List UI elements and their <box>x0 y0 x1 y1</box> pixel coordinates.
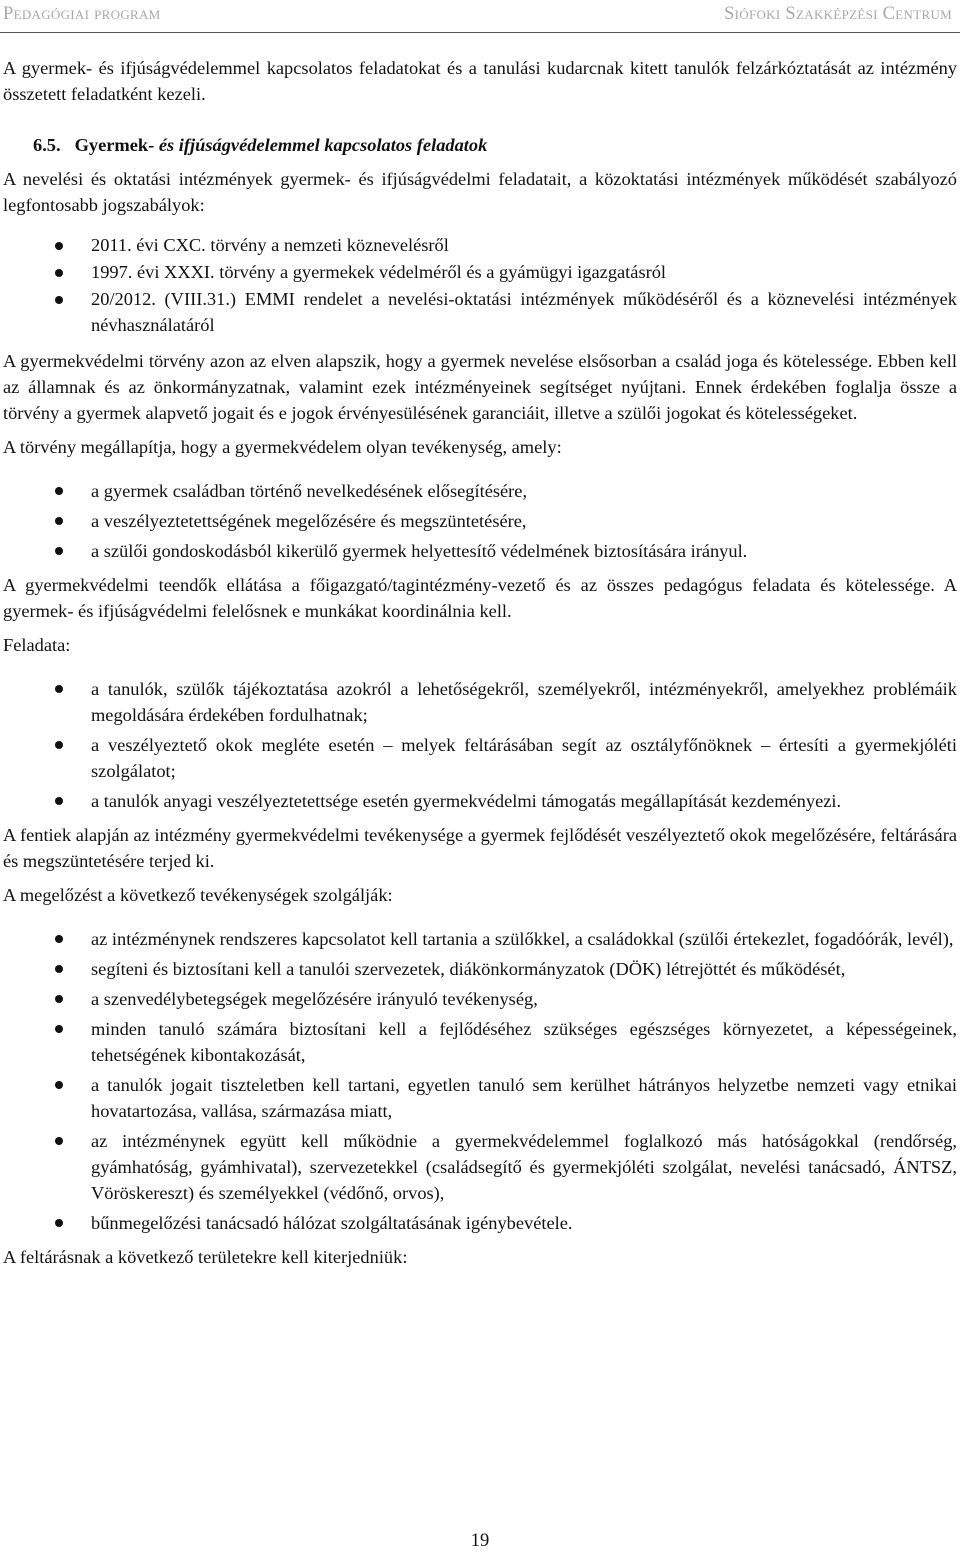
bullet-icon <box>55 296 63 304</box>
exploration-intro-paragraph: A feltárásnak a következő területekre kell kiterjedniük: <box>3 1247 408 1267</box>
list-item <box>3 788 957 814</box>
bullet-icon <box>55 1137 63 1145</box>
list-item <box>3 1128 957 1206</box>
law-defines-paragraph: A törvény megállapítja, hogy a gyermekvédelem olyan tevékenység, amely: <box>3 437 562 457</box>
task-text: a tanulók, szülők tájékoztatása azokról a lehetőségekről, személyekről, intézményekről, amelyekhez problémáik megoldására érdekében fordulhatnak; <box>91 679 957 725</box>
activity-text: a gyermek családban történő nevelkedésének elősegítésére, <box>91 481 528 501</box>
list-item <box>3 676 957 728</box>
prevention-text: bűnmegelőzési tanácsadó hálózat szolgáltatásának igénybevétele. <box>91 1213 573 1233</box>
activity-list <box>3 478 957 564</box>
bullet-icon <box>55 1025 63 1033</box>
list-item <box>3 956 957 982</box>
principle-paragraph: A gyermekvédelmi törvény azon az elven alapszik, hogy a gyermek nevelése elsősorban a család joga és kötelessége. Ebben kell az államnak és az önkormányzatnak, valamint ezek intézményeinek segítséget nyújtani. Ennek érdekében foglalja össze a törvény a gyermek alapvető jogait és e jogok érvényesülésének garanciáit, illetve a szülői jogokat és kötelességeket. <box>3 351 957 423</box>
prevention-text: az intézménynek együtt kell működnie a gyermekvédelemmel foglalkozó más hatóságokkal (rendőrség, gyámhatóság, gyámhivatal), szervezetekkel (családsegítő és gyermekjóléti szolgálat, nevelési tanácsadó, ÁNTSZ, Vöröskereszt) és személyekkel (védőnő, orvos), <box>91 1131 957 1203</box>
activity-text: a veszélyeztetettségének megelőzésére és megszüntetésére, <box>91 511 527 531</box>
list-item <box>3 1016 957 1068</box>
bullet-icon <box>55 965 63 973</box>
law-text: 20/2012. (VIII.31.) EMMI rendelet a nevelési-oktatási intézmények működéséről és a köznevelési intézmények névhasználatáról <box>91 289 957 335</box>
list-item <box>3 478 957 504</box>
list-item <box>3 986 957 1012</box>
document-body <box>3 55 957 1270</box>
section-title-italic: és ifjúságvédelemmel kapcsolatos feladatok <box>158 135 488 155</box>
task-text: a veszélyeztető okok megléte esetén – melyek feltárásában segít az osztályfőnöknek – értesíti a gyermekjóléti szolgálatot; <box>91 735 957 781</box>
prevention-intro-paragraph: A megelőzést a következő tevékenységek szolgálják: <box>3 885 393 905</box>
page-number: 19 <box>470 1531 490 1551</box>
header-divider <box>0 32 960 33</box>
list-item <box>3 1072 957 1124</box>
prevention-text: segíteni és biztosítani kell a tanulói szervezetek, diákönkormányzatok (DÖK) létrejöttét és működését, <box>91 959 846 979</box>
bullet-icon <box>55 487 63 495</box>
law-text: 2011. évi CXC. törvény a nemzeti köznevelésről <box>91 235 449 255</box>
intro-paragraph: A gyermek- és ifjúságvédelemmel kapcsolatos feladatokat és a tanulási kudarcnak kitett tanulók felzárkóztatását az intézmény összetett feladatként kezeli. <box>3 58 957 104</box>
bullet-icon <box>55 547 63 555</box>
list-item <box>3 732 957 784</box>
task-label: Feladata: <box>3 635 71 655</box>
list-item <box>3 1210 957 1236</box>
prevention-text: minden tanuló számára biztosítani kell a fejlődéséhez szükséges egészséges környezetet, a képességeinek, tehetségének kibontakozását, <box>91 1019 957 1065</box>
laws-list <box>3 232 957 338</box>
page-header <box>0 0 960 34</box>
bullet-icon <box>55 797 63 805</box>
section-title-bold: Gyermek- <box>74 135 155 155</box>
list-item <box>3 538 957 564</box>
bullet-icon <box>55 685 63 693</box>
prevention-list <box>3 926 957 1236</box>
list-item <box>3 508 957 534</box>
section-heading <box>3 132 957 158</box>
header-left-title: Pedagógiai program <box>3 4 161 24</box>
bullet-icon <box>55 741 63 749</box>
task-text: a tanulók anyagi veszélyeztetettsége esetén gyermekvédelmi támogatás megállapítását kezdeményezi. <box>91 791 842 811</box>
prevention-text: a tanulók jogait tiszteletben kell tartani, egyetlen tanuló sem kerülhet hátrányos helyzetbe nemzeti vagy etnikai hovatartozása, vallása, származása miatt, <box>91 1075 957 1121</box>
laws-intro-paragraph: A nevelési és oktatási intézmények gyermek- és ifjúságvédelmi feladatait, a közoktatási intézmények működését szabályozó legfontosabb jogszabályok: <box>3 169 957 215</box>
bullet-icon <box>55 242 63 250</box>
bullet-icon <box>55 1219 63 1227</box>
bullet-icon <box>55 1081 63 1089</box>
activity-text: a szülői gondoskodásból kikerülő gyermek helyettesítő védelmének biztosítására irányul. <box>91 541 748 561</box>
list-item <box>3 926 957 952</box>
bullet-icon <box>55 935 63 943</box>
bullet-icon <box>55 995 63 1003</box>
header-right-title: Siófoki Szakképzési Centrum <box>724 4 952 24</box>
law-text: 1997. évi XXXI. törvény a gyermekek védelméről és a gyámügyi igazgatásról <box>91 262 667 282</box>
list-item <box>3 259 957 286</box>
list-item <box>3 232 957 259</box>
bullet-icon <box>55 269 63 277</box>
tasks-list <box>3 676 957 814</box>
bullet-icon <box>55 517 63 525</box>
prevention-text: az intézménynek rendszeres kapcsolatot kell tartania a szülőkkel, a családokkal (szülői értekezlet, fogadóórák, levél), <box>91 929 954 949</box>
duties-paragraph: A gyermekvédelmi teendők ellátása a főigazgató/tagintézmény-vezető és az összes pedagógus feladata és kötelessége. A gyermek- és ifjúságvédelmi felelősnek e munkákat koordinálnia kell. <box>3 575 957 621</box>
list-item <box>3 286 957 338</box>
conclusion-paragraph: A fentiek alapján az intézmény gyermekvédelmi tevékenysége a gyermek fejlődését veszélyeztető okok megelőzésére, feltárására és megszüntetésére terjed ki. <box>3 825 957 871</box>
prevention-text: a szenvedélybetegségek megelőzésére irányuló tevékenység, <box>91 989 538 1009</box>
section-number: 6.5. <box>33 135 61 155</box>
